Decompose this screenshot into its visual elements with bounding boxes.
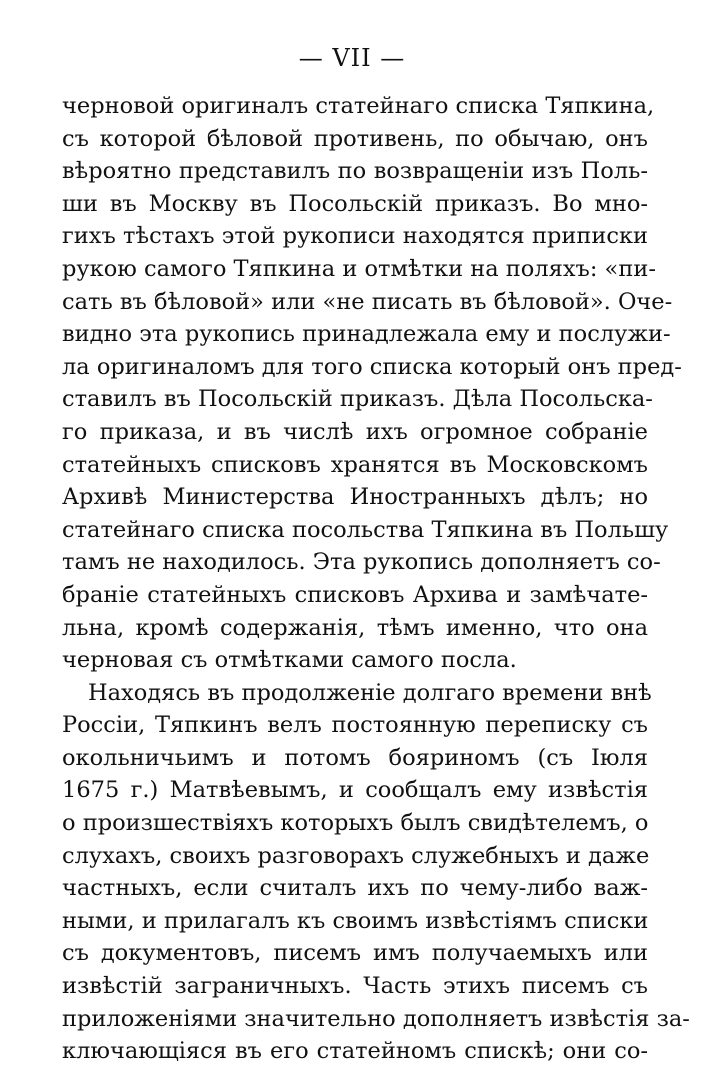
body-text: [62, 90, 690, 1068]
text-line: рукою самого Тяпкина и отмѣтки на поляхъ: «пи-: [62, 255, 656, 282]
text-line: извѣстій заграничныхъ. Часть этихъ писемъ съ: [62, 973, 648, 1000]
text-line: статейнаго списка посольства Тяпкина въ Польшу: [62, 516, 669, 543]
text-line: льна, кромѣ содержанія, тѣмъ именно, что она: [62, 614, 648, 641]
text-line: окольничьимъ и потомъ бояриномъ (съ Іюля: [62, 744, 648, 771]
text-line: слухахъ, своихъ разговорахъ служебныхъ и даже: [62, 842, 650, 869]
text-line: съ которой бѣловой противень, по обычаю, онъ: [62, 125, 648, 152]
text-line: ла оригиналомъ для того списка который онъ пред-: [62, 353, 682, 380]
paragraph-2: [62, 677, 690, 1068]
text-line: го приказа, и въ числѣ ихъ огромное собраніе: [62, 418, 648, 445]
text-line: ши въ Москву въ Посольскій приказъ. Во мно-: [62, 190, 648, 217]
text-line: браніе статейныхъ списковъ Архива и замѣчате-: [62, 581, 648, 608]
text-line: статейныхъ списковъ хранятся въ Московскомъ: [62, 451, 648, 478]
text-line: 1675 г.) Матвѣевымъ, и сообщалъ ему извѣстія: [62, 777, 648, 804]
text-line: черновая съ отмѣтками самого посла.: [62, 647, 517, 674]
text-line: видно эта рукопись принадлежала ему и послужи-: [62, 321, 671, 348]
text-line: Россіи, Тяпкинъ велъ постоянную переписку съ: [62, 712, 648, 739]
text-line: вѣроятно представилъ по возвращеніи изъ Поль-: [62, 158, 648, 185]
text-line: Находясь въ продолженіе долгаго времени внѣ: [88, 679, 652, 706]
text-line: сать въ бѣловой» или «не писать въ бѣловой». Оче-: [62, 288, 673, 315]
text-line: ставилъ въ Посольскій приказъ. Дѣла Посольска-: [62, 386, 653, 413]
page-number: — VII —: [298, 44, 406, 72]
text-line: Архивѣ Министерства Иностранныхъ дѣлъ; но: [62, 484, 648, 511]
text-line: ключающіяся въ его статейномъ спискѣ; они со-: [62, 1038, 648, 1065]
text-line: частныхъ, если считалъ ихъ по чему-либо важ-: [62, 875, 648, 902]
text-line: гихъ тѣстахъ этой рукописи находятся приписки: [62, 223, 648, 250]
text-line: тамъ не находилось. Эта рукопись дополняетъ со-: [62, 549, 661, 576]
text-line: ными, и прилагалъ къ своимъ извѣстіямъ списки: [62, 907, 649, 934]
paragraph-1: [62, 90, 682, 677]
text-line: съ документовъ, писемъ имъ получаемыхъ или: [62, 940, 648, 967]
text-line: о произшествіяхъ которыхъ былъ свидѣтелемъ, о: [62, 810, 649, 837]
text-line: черновой оригиналъ статейнаго списка Тяпкина,: [62, 93, 655, 119]
text-line: приложеніями значительно дополняетъ извѣстія за-: [62, 1005, 690, 1032]
